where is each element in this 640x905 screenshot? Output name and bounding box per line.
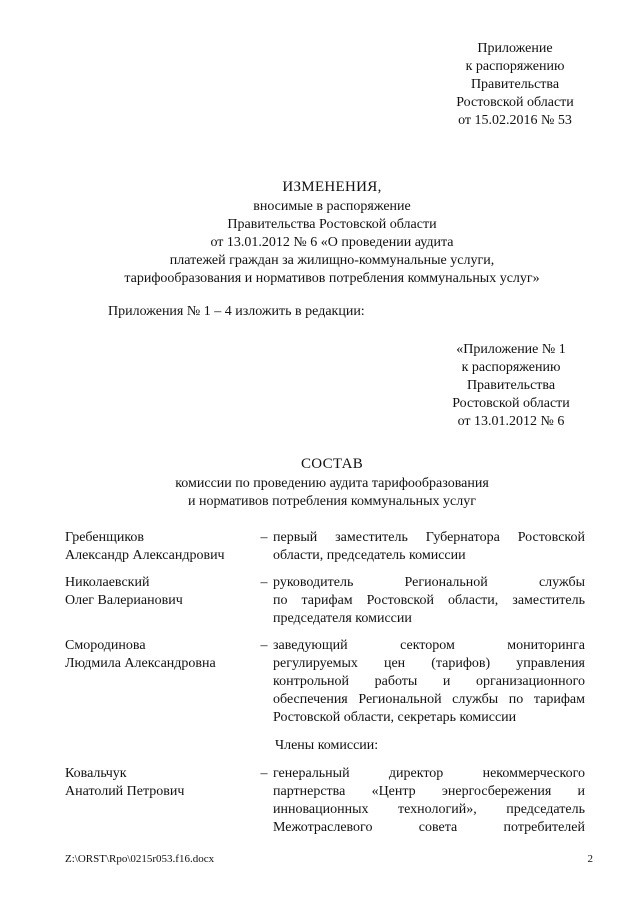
- appendix-line: к распоряжению: [461, 360, 561, 375]
- approval-line: от 15.02.2016 № 53: [458, 113, 572, 128]
- member-dash: –: [260, 638, 268, 653]
- appendix-approval: [396, 341, 626, 431]
- member-given-names: Людмила Александровна: [65, 656, 216, 671]
- member-surname: Николаевский: [65, 575, 150, 590]
- appendix-line: от 13.01.2012 № 6: [457, 414, 565, 429]
- approval-stamp: [400, 40, 630, 130]
- footer-file-path: Z:\ORST\Rpo\0215r053.f16.docx: [65, 853, 215, 865]
- member-name: [65, 637, 255, 673]
- member-dash: –: [260, 766, 268, 781]
- changes-line: от 13.01.2012 № 6 «О проведении аудита: [210, 235, 454, 250]
- changes-title: ИЗМЕНЕНИЯ,: [282, 179, 382, 195]
- composition-line: комиссии по проведению аудита тарифообразования: [175, 476, 489, 491]
- member-dash: –: [260, 530, 268, 545]
- role-line: заведующий сектором мониторинга: [273, 638, 585, 653]
- member-given-names: Александр Александрович: [65, 548, 225, 563]
- member-role: [273, 765, 585, 837]
- appendix-line: Правительства: [466, 378, 556, 393]
- approval-line: Приложение: [477, 41, 553, 56]
- members-heading: Члены комиссии:: [275, 738, 379, 753]
- member-given-names: Олег Валерианович: [65, 593, 183, 608]
- composition-title: СОСТАВ: [300, 456, 364, 472]
- role-line: партнерства «Центр энергосбережения и: [273, 784, 585, 799]
- composition-line: и нормативов потребления коммунальных услуг: [188, 494, 476, 509]
- changes-heading: [100, 178, 564, 288]
- role-line: регулируемых цен (тарифов) управления: [273, 656, 585, 671]
- member-surname: Ковальчук: [65, 766, 127, 781]
- member-role: [273, 637, 585, 727]
- role-line: контрольной работы и организационного: [273, 674, 585, 689]
- composition-heading: [100, 455, 564, 511]
- member-role: [273, 529, 585, 565]
- appendix-line: «Приложение № 1: [456, 342, 566, 357]
- changes-line: платежей граждан за жилищно-коммунальные услуги,: [169, 253, 495, 268]
- member-surname: Смородинова: [65, 638, 146, 653]
- changes-line: Правительства Ростовской области: [227, 217, 437, 232]
- role-line: генеральный директор некоммерческого: [273, 766, 585, 781]
- member-given-names: Анатолий Петрович: [65, 784, 185, 799]
- changes-line: вносимые в распоряжение: [253, 199, 411, 214]
- approval-line: Правительства: [470, 77, 560, 92]
- role-line: области, председатель комиссии: [273, 548, 466, 563]
- role-line: обеспечения Региональной службы по тарифам: [273, 692, 585, 707]
- appendix-line: Ростовской области: [452, 396, 570, 411]
- member-name: [65, 574, 255, 610]
- role-line: инновационных технологий», председатель: [273, 802, 585, 817]
- changes-line: тарифообразования и нормативов потребления коммунальных услуг»: [124, 271, 540, 286]
- role-line: руководитель Региональной службы: [273, 575, 585, 590]
- member-name: [65, 765, 255, 801]
- approval-line: Ростовской области: [456, 95, 574, 110]
- role-line: Межотраслевого совета потребителей: [273, 820, 585, 835]
- member-surname: Гребенщиков: [65, 530, 145, 545]
- approval-line: к распоряжению: [465, 59, 565, 74]
- member-name: [65, 529, 255, 565]
- instruction-paragraph: Приложения № 1 – 4 изложить в редакции:: [108, 304, 365, 319]
- role-line: председателя комиссии: [273, 611, 412, 626]
- role-line: первый заместитель Губернатора Ростовской: [273, 530, 585, 545]
- role-line: Ростовской области, секретарь комиссии: [273, 710, 517, 725]
- page-number: 2: [587, 853, 593, 865]
- member-dash: –: [260, 575, 268, 590]
- member-role: [273, 574, 585, 628]
- role-line: по тарифам Ростовской области, заместитель: [273, 593, 585, 608]
